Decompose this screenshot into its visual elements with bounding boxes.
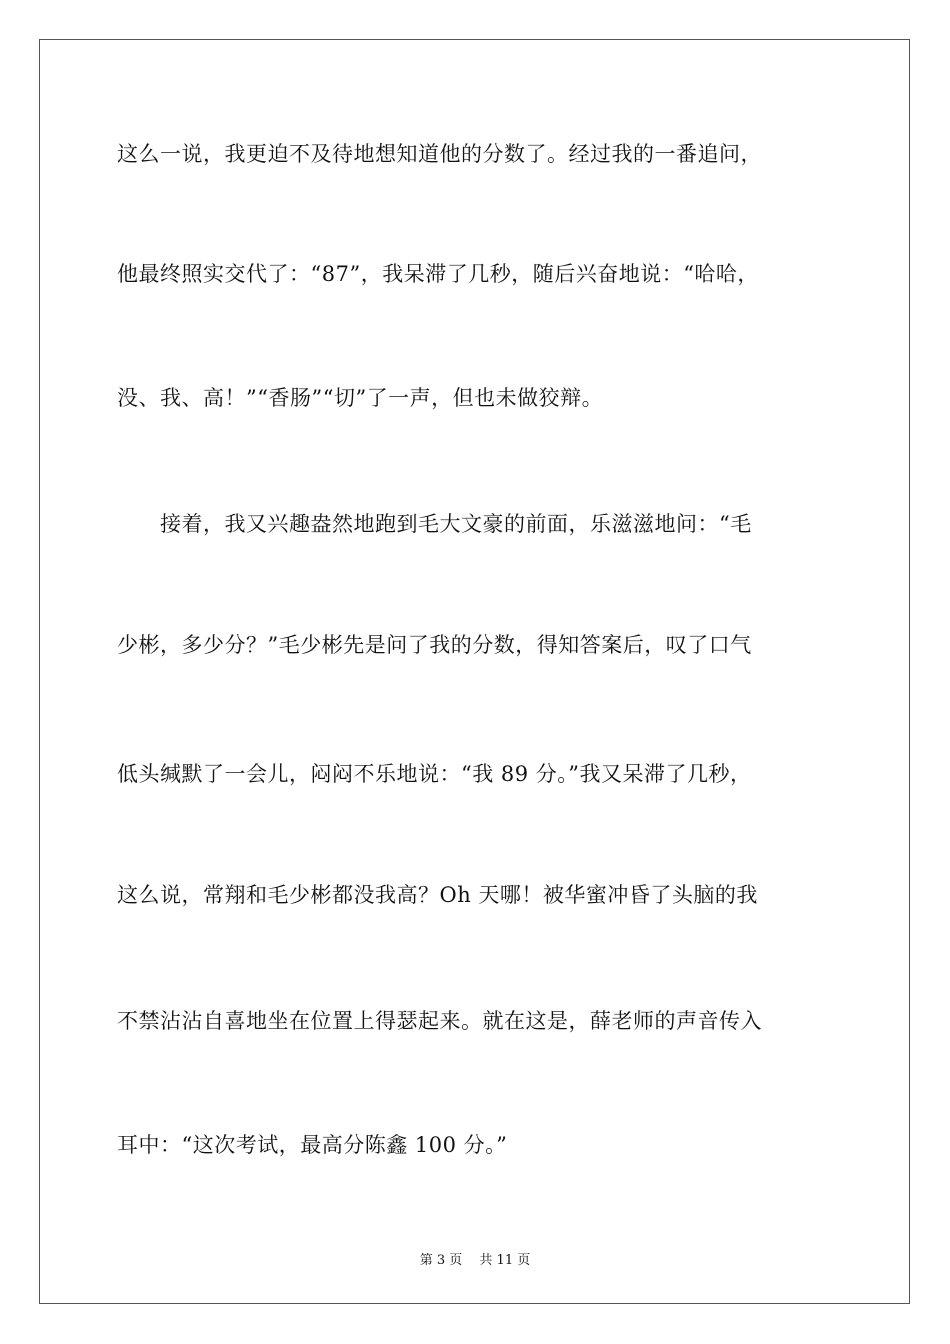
text-line-9: 耳中：“这次考试，最高分陈鑫 100 分。” bbox=[117, 1133, 508, 1157]
text-line-5: 少彬，多少分？”毛少彬先是问了我的分数，得知答案后，叹了口气 bbox=[117, 633, 752, 657]
text-line-7: 这么说，常翔和毛少彬都没我高？Oh 天哪！被华蜜冲昏了头脑的我 bbox=[117, 883, 758, 907]
page-frame bbox=[39, 39, 910, 1304]
text-line-3: 没、我、高！”“香肠”“切”了一声，但也未做狡辩。 bbox=[117, 386, 604, 410]
text-line-6: 低头缄默了一会儿，闷闷不乐地说：“我 89 分。”我又呆滞了几秒， bbox=[117, 762, 752, 786]
text-line-1: 这么一说，我更迫不及待地想知道他的分数了。经过我的一番追问， bbox=[117, 142, 762, 166]
text-line-2: 他最终照实交代了：“87”，我呆滞了几秒，随后兴奋地说：“哈哈， bbox=[117, 262, 759, 286]
page-number-footer: 第 3 页 共 11 页 bbox=[419, 1253, 531, 1268]
text-line-8: 不禁沾沾自喜地坐在位置上得瑟起来。就在这是，薛老师的声音传入 bbox=[117, 1009, 762, 1033]
text-line-4: 接着，我又兴趣盎然地跑到毛大文豪的前面，乐滋滋地问：“毛 bbox=[117, 512, 752, 536]
